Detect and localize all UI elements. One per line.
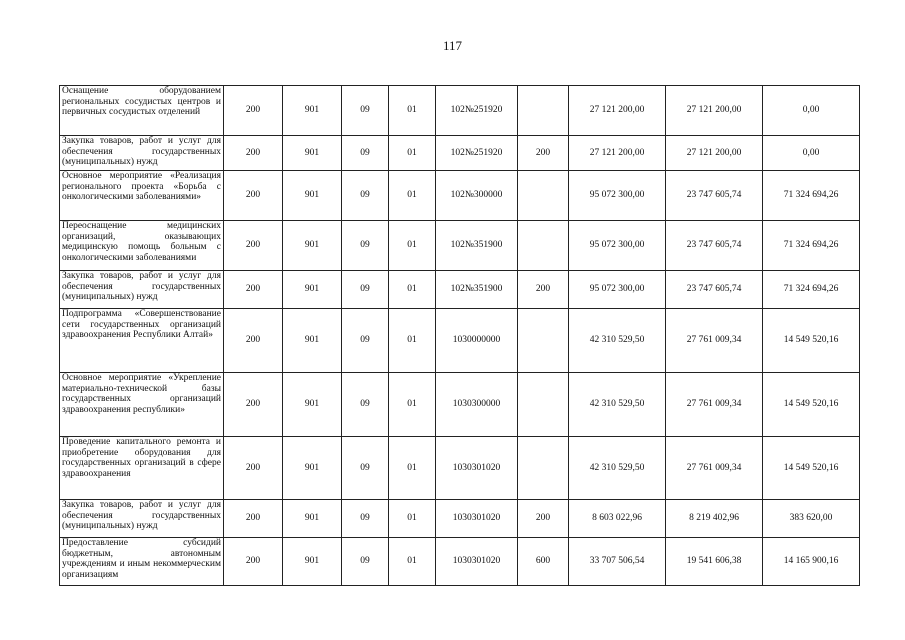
row-name-cell: Проведение капитального ремонта и приобретение оборудования для государственных организаций в сфере здравоохранения: [60, 437, 224, 500]
planned-amount-cell: 8 603 022,96: [569, 500, 666, 538]
subsection-code-cell: 01: [389, 500, 436, 538]
remainder-amount-cell: 14 549 520,16: [763, 309, 860, 373]
row-name-cell: Закупка товаров, работ и услуг для обеспечения государственных (муниципальных) нужд: [60, 500, 224, 538]
expense-type-cell: [518, 437, 569, 500]
row-name-cell: Подпрограмма «Совершенствование сети государственных организаций здравоохранения Республики Алтай»: [60, 309, 224, 373]
department-code-cell: 901: [283, 437, 342, 500]
section-code-cell: 09: [342, 171, 389, 221]
executed-amount-cell: 27 761 009,34: [666, 309, 763, 373]
target-article-cell: 102№351900: [436, 221, 518, 271]
row-name-cell: Предоставление субсидий бюджетным, автономным учреждениям и иным некоммерческим организациям: [60, 538, 224, 586]
row-name-cell: Основное мероприятие «Реализация регионального проекта «Борьба с онкологическими заболеваниями»: [60, 171, 224, 221]
row-name-cell: Переоснащение медицинских организаций, оказывающих медицинскую помощь больным с онкологическими заболеваниями: [60, 221, 224, 271]
executed-amount-cell: 27 121 200,00: [666, 86, 763, 136]
expense-type-cell: 200: [518, 500, 569, 538]
remainder-amount-cell: 0,00: [763, 86, 860, 136]
department-code-cell: 901: [283, 271, 342, 309]
subsection-code-cell: 01: [389, 271, 436, 309]
table-row: [60, 171, 860, 221]
subsection-code-cell: 01: [389, 437, 436, 500]
subsection-code-cell: 01: [389, 136, 436, 171]
target-article-cell: 1030300000: [436, 373, 518, 437]
executed-amount-cell: 23 747 605,74: [666, 271, 763, 309]
table-row: [60, 373, 860, 437]
planned-amount-cell: 42 310 529,50: [569, 373, 666, 437]
target-article-cell: 102№300000: [436, 171, 518, 221]
row-name-cell: Закупка товаров, работ и услуг для обеспечения государственных (муниципальных) нужд: [60, 136, 224, 171]
subsection-code-cell: 01: [389, 86, 436, 136]
planned-amount-cell: 42 310 529,50: [569, 437, 666, 500]
subsection-code-cell: 01: [389, 538, 436, 586]
executed-amount-cell: 27 121 200,00: [666, 136, 763, 171]
expense-type-cell: 200: [518, 271, 569, 309]
target-article-cell: 1030301020: [436, 538, 518, 586]
target-article-cell: 102№351900: [436, 271, 518, 309]
executed-amount-cell: 27 761 009,34: [666, 437, 763, 500]
row-name-cell: Закупка товаров, работ и услуг для обеспечения государственных (муниципальных) нужд: [60, 271, 224, 309]
admin-code-cell: 200: [224, 309, 283, 373]
admin-code-cell: 200: [224, 86, 283, 136]
table-row: [60, 538, 860, 586]
expense-type-cell: [518, 221, 569, 271]
planned-amount-cell: 95 072 300,00: [569, 271, 666, 309]
admin-code-cell: 200: [224, 538, 283, 586]
expense-type-cell: 600: [518, 538, 569, 586]
remainder-amount-cell: 71 324 694,26: [763, 221, 860, 271]
department-code-cell: 901: [283, 500, 342, 538]
expense-type-cell: 200: [518, 136, 569, 171]
department-code-cell: 901: [283, 373, 342, 437]
expense-type-cell: [518, 373, 569, 437]
expense-type-cell: [518, 86, 569, 136]
department-code-cell: 901: [283, 136, 342, 171]
planned-amount-cell: 42 310 529,50: [569, 309, 666, 373]
section-code-cell: 09: [342, 309, 389, 373]
executed-amount-cell: 23 747 605,74: [666, 171, 763, 221]
department-code-cell: 901: [283, 538, 342, 586]
remainder-amount-cell: 71 324 694,26: [763, 271, 860, 309]
table-row: [60, 309, 860, 373]
expense-type-cell: [518, 171, 569, 221]
department-code-cell: 901: [283, 86, 342, 136]
admin-code-cell: 200: [224, 437, 283, 500]
section-code-cell: 09: [342, 86, 389, 136]
planned-amount-cell: 95 072 300,00: [569, 171, 666, 221]
target-article-cell: 1030301020: [436, 437, 518, 500]
subsection-code-cell: 01: [389, 309, 436, 373]
table-row: [60, 437, 860, 500]
admin-code-cell: 200: [224, 221, 283, 271]
target-article-cell: 102№251920: [436, 86, 518, 136]
admin-code-cell: 200: [224, 171, 283, 221]
admin-code-cell: 200: [224, 500, 283, 538]
row-name-cell: Оснащение оборудованием региональных сосудистых центров и первичных сосудистых отделений: [60, 86, 224, 136]
table-row: [60, 500, 860, 538]
subsection-code-cell: 01: [389, 373, 436, 437]
section-code-cell: 09: [342, 538, 389, 586]
table-row: [60, 221, 860, 271]
section-code-cell: 09: [342, 373, 389, 437]
remainder-amount-cell: 0,00: [763, 136, 860, 171]
remainder-amount-cell: 14 549 520,16: [763, 373, 860, 437]
planned-amount-cell: 27 121 200,00: [569, 86, 666, 136]
row-name-cell: Основное мероприятие «Укрепление материально-технической базы государственных организаций здравоохранения республики»: [60, 373, 224, 437]
table-row: [60, 271, 860, 309]
department-code-cell: 901: [283, 309, 342, 373]
page-number: 117: [442, 38, 463, 53]
admin-code-cell: 200: [224, 271, 283, 309]
executed-amount-cell: 23 747 605,74: [666, 221, 763, 271]
department-code-cell: 901: [283, 171, 342, 221]
target-article-cell: 1030301020: [436, 500, 518, 538]
target-article-cell: 102№251920: [436, 136, 518, 171]
admin-code-cell: 200: [224, 373, 283, 437]
executed-amount-cell: 8 219 402,96: [666, 500, 763, 538]
section-code-cell: 09: [342, 221, 389, 271]
budget-table: [59, 85, 860, 586]
subsection-code-cell: 01: [389, 171, 436, 221]
section-code-cell: 09: [342, 136, 389, 171]
planned-amount-cell: 33 707 506,54: [569, 538, 666, 586]
remainder-amount-cell: 14 549 520,16: [763, 437, 860, 500]
remainder-amount-cell: 14 165 900,16: [763, 538, 860, 586]
table-row: [60, 86, 860, 136]
planned-amount-cell: 95 072 300,00: [569, 221, 666, 271]
executed-amount-cell: 27 761 009,34: [666, 373, 763, 437]
table-row: [60, 136, 860, 171]
planned-amount-cell: 27 121 200,00: [569, 136, 666, 171]
subsection-code-cell: 01: [389, 221, 436, 271]
admin-code-cell: 200: [224, 136, 283, 171]
executed-amount-cell: 19 541 606,38: [666, 538, 763, 586]
remainder-amount-cell: 383 620,00: [763, 500, 860, 538]
remainder-amount-cell: 71 324 694,26: [763, 171, 860, 221]
department-code-cell: 901: [283, 221, 342, 271]
expense-type-cell: [518, 309, 569, 373]
target-article-cell: 1030000000: [436, 309, 518, 373]
section-code-cell: 09: [342, 437, 389, 500]
section-code-cell: 09: [342, 500, 389, 538]
section-code-cell: 09: [342, 271, 389, 309]
